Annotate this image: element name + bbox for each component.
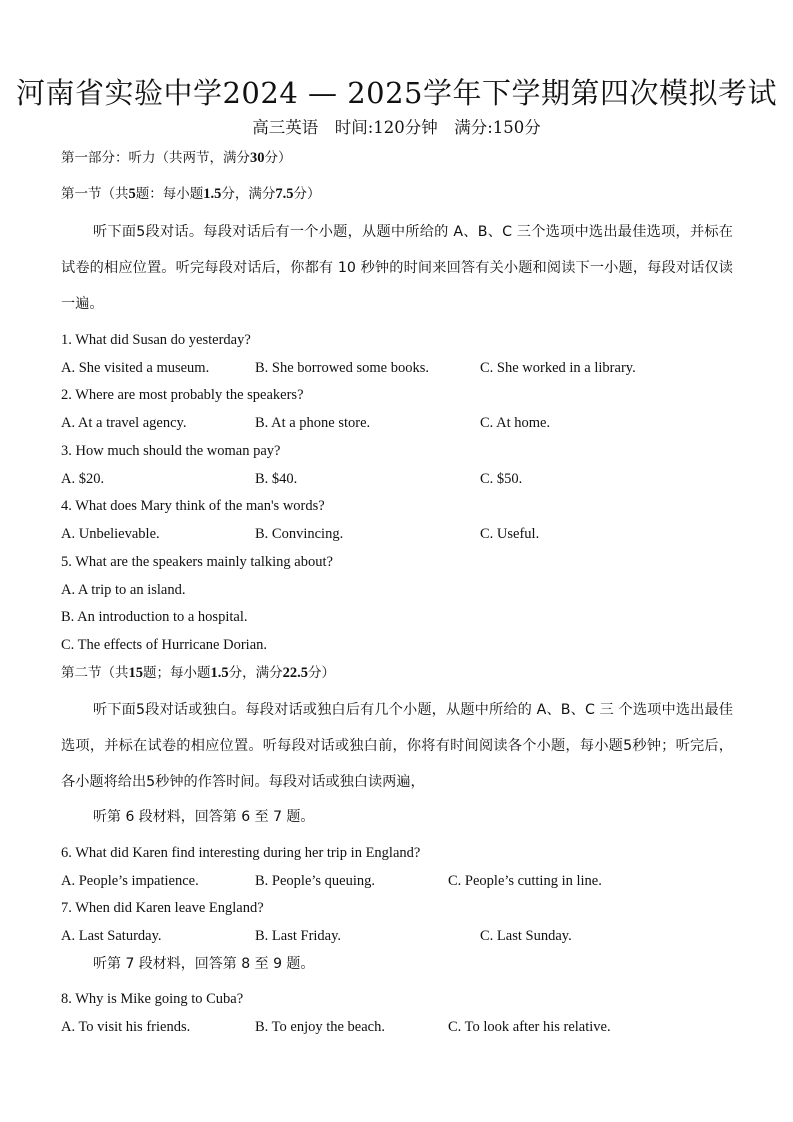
material-7-note: 听第 7 段材料，回答第 8 至 9 题。 <box>93 956 315 972</box>
option-8b: B. To enjoy the beach. <box>255 1019 385 1035</box>
option-7a: A. Last Saturday. <box>61 928 162 944</box>
material-6-note: 听第 6 段材料，回答第 6 至 7 题。 <box>93 809 315 825</box>
option-2c: C. At home. <box>480 415 551 431</box>
page-title: 河南省实验中学2024 — 2025学年下学期第四次模拟考试 <box>15 76 778 110</box>
option-7b: B. Last Friday. <box>255 928 342 944</box>
option-3c: C. $50. <box>480 471 523 487</box>
option-6a: A. People’s impatience. <box>61 873 199 889</box>
option-3a: A. $20. <box>61 471 105 487</box>
question-1: 1. What did Susan do yesterday? <box>61 332 251 348</box>
option-4c: C. Useful. <box>480 526 540 542</box>
option-8a: A. To visit his friends. <box>61 1019 191 1035</box>
option-4b: B. Convincing. <box>255 526 344 542</box>
option-2b: B. At a phone store. <box>255 415 371 431</box>
option-6b: B. People’s queuing. <box>255 873 376 889</box>
question-4: 4. What does Mary think of the man's words? <box>61 498 325 514</box>
part1-heading: 第一部分：听力（共两节，满分30分） <box>61 150 292 166</box>
section2-heading: 第二节（共15题；每小题1.5分，满分22.5分） <box>61 665 335 681</box>
question-2: 2. Where are most probably the speakers? <box>61 387 304 403</box>
question-3: 3. How much should the woman pay? <box>61 443 281 459</box>
option-7c: C. Last Sunday. <box>480 928 572 944</box>
option-8c: C. To look after his relative. <box>448 1019 611 1035</box>
option-5c: C. The effects of Hurricane Dorian. <box>61 637 268 653</box>
option-1a: A. She visited a museum. <box>61 360 210 376</box>
section1-instructions: 听下面5段对话。每段对话后有一个小题，从题中所给的 A、B、C 三个选项中选出最佳选项，并标在试卷的相应位置。听完每段对话后，你都有 10 秒钟的时间来回答有关小题和阅读下一小题，每段对话仅读一遍。 <box>61 224 733 312</box>
section1-heading: 第一节（共5题：每小题1.5分，满分7.5分） <box>61 186 321 202</box>
question-7: 7. When did Karen leave England? <box>61 900 264 916</box>
option-1b: B. She borrowed some books. <box>255 360 429 376</box>
option-4a: A. Unbelievable. <box>61 526 160 542</box>
option-3b: B. $40. <box>255 471 298 487</box>
option-5b: B. An introduction to a hospital. <box>61 609 248 625</box>
question-5: 5. What are the speakers mainly talking about? <box>61 554 333 570</box>
exam-subtitle: 高三英语 时间:120分钟 满分:150分 <box>252 118 541 137</box>
question-6: 6. What did Karen find interesting during her trip in England? <box>61 845 421 861</box>
option-5a: A. A trip to an island. <box>61 582 186 598</box>
option-6c: C. People’s cutting in line. <box>448 873 602 889</box>
section2-instructions: 听下面5段对话或独白。每段对话或独白后有几个小题，从题中所给的 A、B、C 三 个选项中选出最佳选项，并标在试卷的相应位置。听每段对话或独白前，你将有时间阅读各个小题，每小题5秒钟；听完后，各小题将给出5秒钟的作答时间。每段对话或独白读两遍， <box>61 702 733 790</box>
option-2a: A. At a travel agency. <box>61 415 187 431</box>
option-1c: C. She worked in a library. <box>480 360 636 376</box>
question-8: 8. Why is Mike going to Cuba? <box>61 991 244 1007</box>
